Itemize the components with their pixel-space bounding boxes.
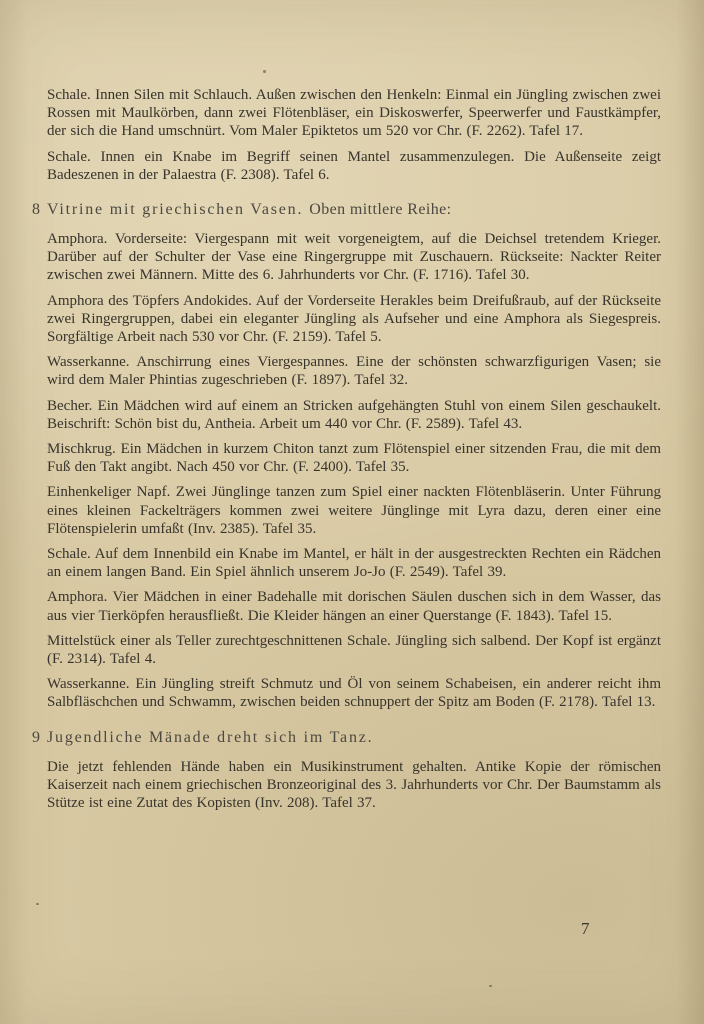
catalog-entry: Mischkrug. Ein Mädchen in kurzem Chiton tanzt zum Flötenspiel einer sitzenden Frau, die mit dem Fuß den Takt angibt. Nach 450 vor Chr. (F. 2400). Tafel 35. <box>47 441 661 476</box>
page-number: 7 <box>581 919 590 938</box>
scan-speck <box>263 70 266 73</box>
section-heading <box>32 200 661 220</box>
catalog-entry: Wasserkanne. Ein Jüngling streift Schmutz und Öl von seinem Schabeisen, ein anderer reicht ihm Salbfläschchen und Schwamm, zwischen beiden schnuppert der Spitz am Boden (F. 2178). Tafel 13. <box>47 676 661 711</box>
catalog-entry: Schale. Auf dem Innenbild ein Knabe im Mantel, er hält in der ausgestreckten Rechten ein Rädchen an einem langen Band. Ein Spiel ähnlich unserem Jo-Jo (F. 2549). Tafel 39. <box>47 546 661 581</box>
catalog-entry: Schale. Innen Silen mit Schlauch. Außen zwischen den Henkeln: Einmal ein Jüngling zwischen zwei Rossen mit Maulkörben, dann zwei Flötenbläser, ein Diskoswerfer, Speerwerfer und Faustkämpfer, der sich die Hand umschnürt. Vom Maler Epiktetos um 520 vor Chr. (F. 2262). Tafel 17. <box>47 87 661 140</box>
catalog-entry: Die jetzt fehlenden Hände haben ein Musikinstrument gehalten. Antike Kopie der römischen Kaiserzeit nach einem griechischen Bronzeoriginal des 3. Jahrhunderts vor Chr. Der Baumstamm als Stütze ist eine Zutat des Kopisten (Inv. 208). Tafel 37. <box>47 758 661 812</box>
catalog-entry: Amphora. Vorderseite: Viergespann mit weit vorgeneigtem, auf die Deichsel tretendem Krieger. Darüber auf der Schulter der Vase eine Ringergruppe mit Zuschauern. Rückseite: Nackter Reiter zwischen zwei Männern. Mitte des 6. Jahrhunderts vor Chr. (F. 1716). Tafel 30. <box>47 231 661 284</box>
catalog-entry: Amphora des Töpfers Andokides. Auf der Vorderseite Herakles beim Dreifußraub, auf der Rückseite zwei Ringergruppen, dabei ein eleganter Jüngling als Aufseher und eine Amphora als Siegespreis. Sorgfältige Arbeit nach 530 vor Chr. (F. 2159). Tafel 5. <box>47 292 661 346</box>
catalog-entry: Schale. Innen ein Knabe im Begriff seinen Mantel zusammenzulegen. Die Außenseite zeigt Badeszenen in der Palaestra (F. 2308). Tafel 6. <box>47 148 661 183</box>
section-subtitle: Oben mittlere Reihe: <box>309 201 452 219</box>
section-heading <box>32 728 661 748</box>
catalog-entry: Wasserkanne. Anschirrung eines Viergespannes. Eine der schönsten schwarzfigurigen Vasen; sie wird dem Maler Phintias zugeschrieben (F. 1897). Tafel 32. <box>47 354 661 389</box>
catalog-entry: Mittelstück einer als Teller zurechtgeschnittenen Schale. Jüngling sich salbend. Der Kopf ist ergänzt (F. 2314). Tafel 4. <box>47 632 661 668</box>
section-title: Vitrine mit griechischen Vasen. <box>47 201 304 219</box>
catalog-entry: Amphora. Vier Mädchen in einer Badehalle mit dorischen Säulen duschen sich in dem Wasser, das aus vier Tierköpfen herausfließt. Die Kleider hängen an einer Querstange (F. 1843). Tafel 15. <box>47 589 661 624</box>
page-content <box>32 86 661 819</box>
catalog-entry: Becher. Ein Mädchen wird auf einem an Stricken aufgehängten Stuhl von einem Silen geschaukelt. Beischrift: Schön bist du, Antheia. Arbeit um 440 vor Chr. (F. 2589). Tafel 43. <box>47 397 661 432</box>
scan-speck <box>36 903 39 905</box>
scan-speck <box>489 985 492 987</box>
section-title: Jugendliche Mänade dreht sich im Tanz. <box>47 728 374 746</box>
section-number: 9 <box>32 728 40 746</box>
section-number: 8 <box>32 201 40 219</box>
catalog-entry: Einhenkeliger Napf. Zwei Jünglinge tanzen zum Spiel einer nackten Flötenbläserin. Unter Führung eines kleinen Fackelträgers kommen zwei weitere Jünglinge mit Lyra dazu, deren einer eine Flötenspielerin umfaßt (Inv. 2385). Tafel 35. <box>47 484 661 537</box>
